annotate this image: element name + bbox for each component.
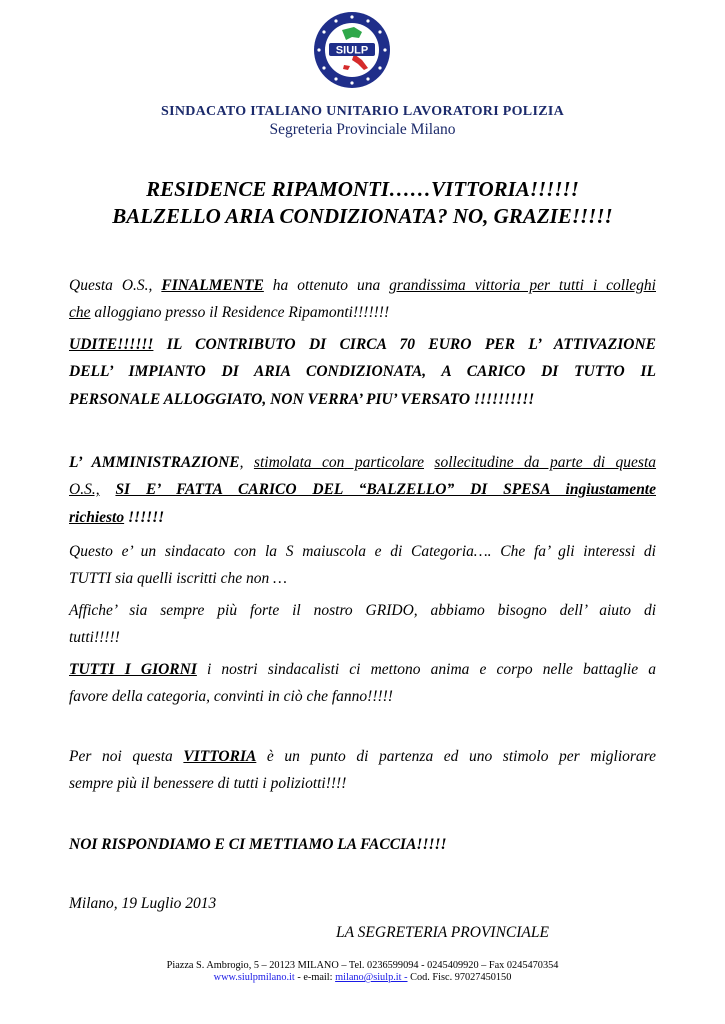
paragraph-5: [69, 597, 656, 652]
paragraph-4-line-2: TUTTI sia quelli iscritti che non …: [69, 570, 287, 588]
tax-code: Cod. Fisc. 97027450150: [407, 972, 512, 983]
paragraph-7-line-1: [69, 743, 656, 770]
text-run: ,: [239, 454, 254, 471]
logo-text: SIULP: [335, 44, 369, 57]
paragraph-4: [69, 538, 656, 593]
date-line: Milano, 19 Luglio 2013: [69, 895, 217, 912]
email-link[interactable]: milano@siulp.it -: [335, 972, 408, 983]
signature: LA SEGRETERIA PROVINCIALE: [336, 924, 549, 941]
title-line-2: BALZELLO ARIA CONDIZIONATA? NO, GRAZIE!!!!!: [112, 204, 613, 228]
emphasis-amministrazione: L’ AMMINISTRAZIONE: [69, 454, 240, 471]
paragraph-3-line-2: [69, 476, 656, 503]
siulp-logo: [312, 10, 392, 90]
text-run: Questa O.S.,: [69, 277, 162, 294]
underlined-stimolata: stimolata con particolare: [253, 454, 424, 471]
paragraph-6-line-1: [69, 656, 656, 683]
paragraph-2: [69, 331, 656, 413]
paragraph-1-line-2: [69, 299, 656, 326]
paragraph-1: [69, 272, 656, 327]
paragraph-3-line-3: [69, 504, 656, 531]
text-run: ha ottenuto una: [263, 277, 390, 294]
emphasis-finalmente: FINALMENTE: [161, 277, 264, 294]
footer-address: Piazza S. Ambrogio, 5 – 20123 MILANO – Tel. 0236599094 - 0245409920 – Fax 0245470354: [166, 960, 559, 971]
emphasis-udite: UDITE!!!!!!: [69, 336, 154, 353]
text-run: i nostri sindacalisti ci mettono anima e corpo nelle battaglie a: [196, 661, 656, 678]
text-run: alloggiano presso il Residence Ripamonti!!!!!!!: [90, 304, 390, 322]
title-line-1: RESIDENCE RIPAMONTI……VITTORIA!!!!!!: [146, 177, 579, 201]
footer-contacts: [0, 972, 725, 983]
emphasis-balzello: SI E’ FATTA CARICO DEL “BALZELLO” DI SPESA ingiustamente: [115, 481, 656, 499]
text-run: è un punto di partenza ed uno stimolo per migliorare: [256, 748, 656, 765]
text-run: Per noi questa: [69, 748, 184, 765]
website-link[interactable]: www.siulpmilano.it: [213, 972, 295, 983]
paragraph-2-line-1: [69, 331, 656, 358]
paragraph-7: [69, 743, 656, 798]
text-run: !!!!!!: [124, 508, 165, 526]
paragraph-2-line-2: DELL’ IMPIANTO DI ARIA CONDIZIONATA, A CARICO DI TUTTO IL: [69, 363, 656, 381]
office-name: Segreteria Provinciale Milano: [269, 121, 456, 138]
emphasis-richiesto: richiesto: [69, 508, 125, 526]
underlined-sollecitudine: sollecitudine da parte di questa: [434, 454, 657, 471]
paragraph-6: [69, 656, 656, 711]
paragraph-5-line-2: tutti!!!!!: [69, 629, 120, 647]
emphasis-tutti-i-giorni: TUTTI I GIORNI: [69, 661, 197, 678]
closing-statement: NOI RISPONDIAMO E CI METTIAMO LA FACCIA!!!!!: [69, 836, 447, 853]
paragraph-3-line-1: [69, 449, 656, 476]
paragraph-5-line-1: Affiche’ sia sempre più forte il nostro GRIDO, abbiamo bisogno dell’ aiuto di: [69, 602, 656, 619]
paragraph-1-line-1: [69, 272, 656, 299]
paragraph-2-line-3: PERSONALE ALLOGGIATO, NON VERRA’ PIU’ VERSATO !!!!!!!!!!: [69, 390, 535, 408]
text-run: IL CONTRIBUTO DI CIRCA 70 EURO PER L’ ATTIVAZIONE: [153, 336, 656, 353]
paragraph-3: [69, 449, 656, 531]
text-run: [424, 454, 434, 471]
text-run: - e-mail:: [294, 972, 336, 983]
emphasis-vittoria: VITTORIA: [183, 748, 257, 765]
paragraph-7-line-2: sempre più il benessere di tutti i poliziotti!!!!: [69, 775, 347, 793]
underlined-os: O.S.,: [69, 481, 100, 499]
paragraph-4-line-1: Questo e’ un sindacato con la S maiuscola e di Categoria…. Che fa’ gli interessi di: [69, 543, 656, 560]
emphasis-vittoria: grandissima vittoria per tutti i colleghi: [389, 277, 656, 294]
paragraph-6-line-2: favore della categoria, convinti in ciò che fanno!!!!!: [69, 688, 393, 706]
text-run: [100, 481, 116, 498]
underlined-che: che: [69, 304, 91, 322]
org-name: SINDACATO ITALIANO UNITARIO LAVORATORI POLIZIA: [160, 104, 564, 119]
